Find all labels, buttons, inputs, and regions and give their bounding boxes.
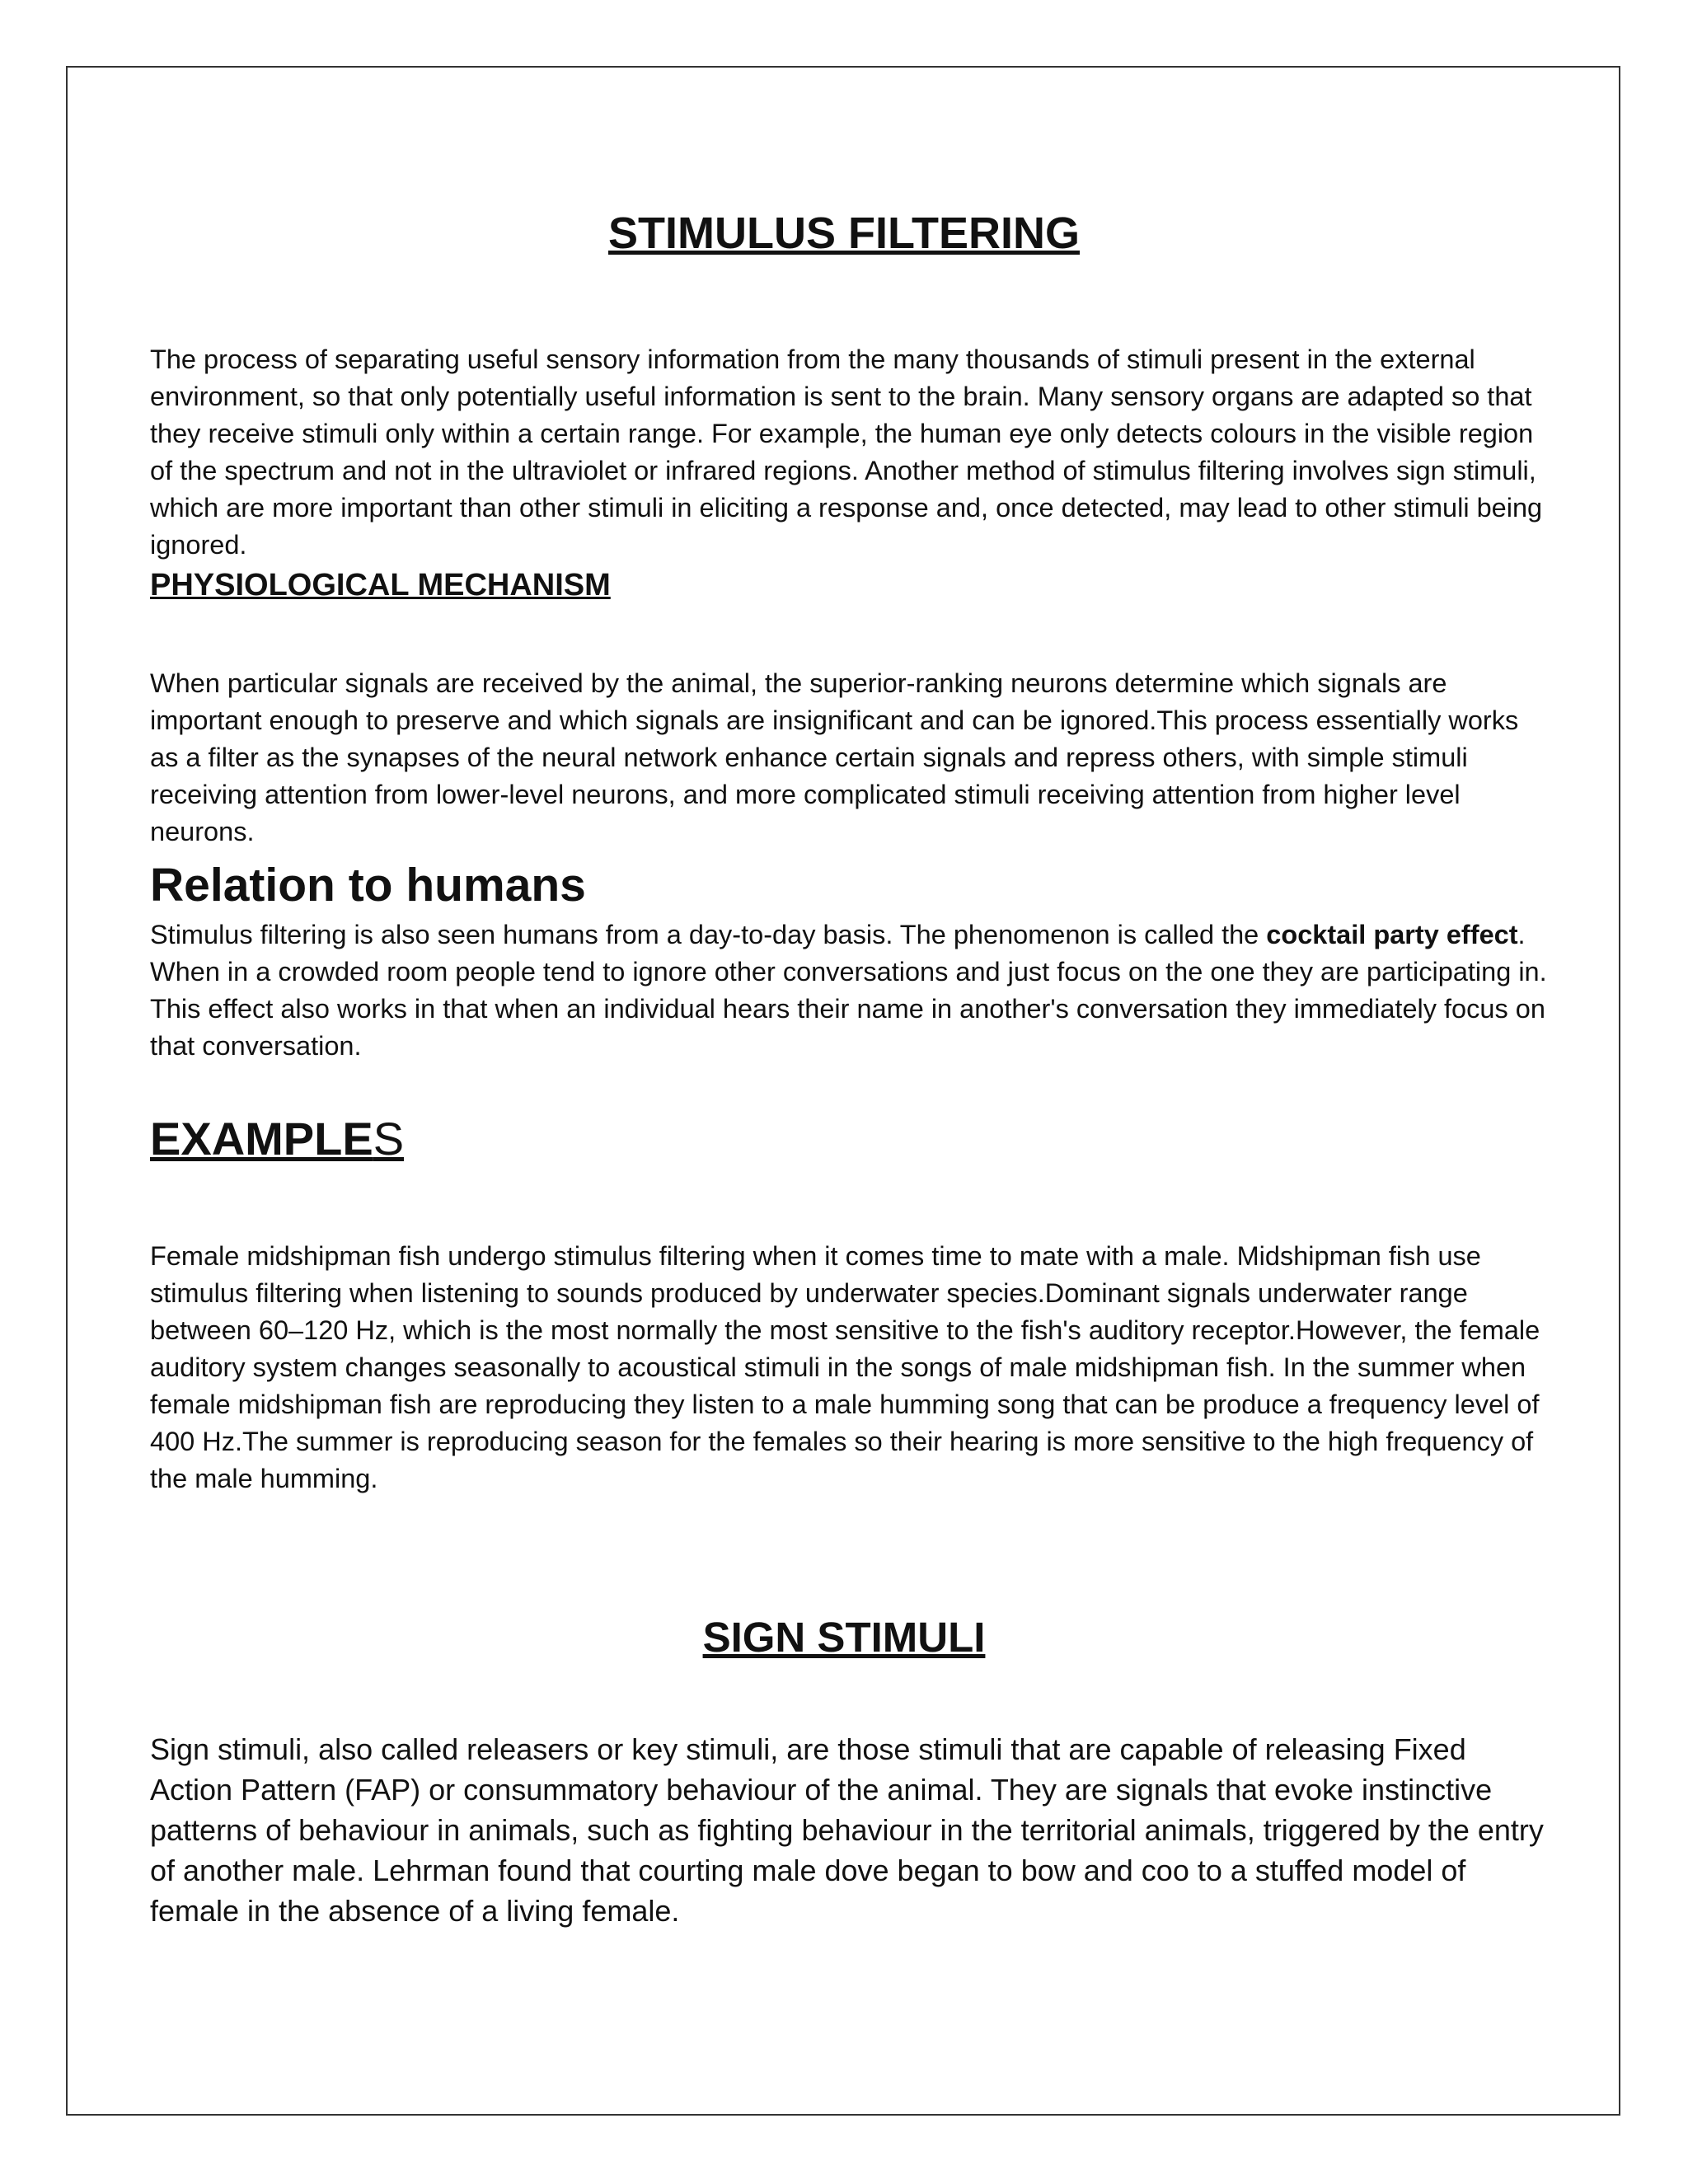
intro-paragraph: The process of separating useful sensory information from the many thousands of stimuli present in the external environment, so that only potentially useful information is sent to the brain. Many sensory organs are adapted so that they receive stimuli only within a certain range. For example, the human eye only detects colours in the visible region of the spectrum and not in the ultraviolet or infrared regions. Another method of stimulus filtering involves sign stimuli, which are more important than other stimuli in eliciting a response and, once detected, may lead to other stimuli being ignored. [150,344,1543,560]
physiological-mechanism-heading: PHYSIOLOGICAL MECHANISM [150,568,611,602]
examples-heading [150,1108,404,1170]
examples-heading-tail: S [373,1113,405,1165]
sign-stimuli-heading: SIGN STIMULI [702,1614,986,1661]
sign-stimuli-paragraph: Sign stimuli, also called releasers or key stimuli, are those stimuli that are capable of releasing Fixed Action Pattern (FAP) or consummatory behaviour of the animal. They are signals that evoke instinctive patterns of behaviour in animals, such as fighting behaviour in the territorial animals, triggered by the entry of another male. Lehrman found that courting male dove began to bow and coo to a stuffed model of female in the absence of a living female. [150,1732,1544,1928]
examples-heading-main: EXAMPLE [150,1113,373,1165]
examples-paragraph: Female midshipman fish undergo stimulus filtering when it comes time to mate with a male. Midshipman fish use stimulus filtering when listening to sounds produced by underwater species.Dominant signals underwater range between 60–120 Hz, which is the most normally the most sensitive to the fish's auditory receptor.However, the female auditory system changes seasonally to acoustical stimuli in the songs of male midshipman fish. In the summer when female midshipman fish are reproducing they listen to a male humming song that can be produce a frequency level of 400 Hz.The summer is reproducing season for the females so their hearing is more sensitive to the high frequency of the male humming. [150,1241,1540,1493]
cocktail-party-effect-term: cocktail party effect [1266,920,1518,949]
physiological-mechanism-paragraph: When particular signals are received by the animal, the superior-ranking neurons determine which signals are important enough to preserve and which signals are insignificant and can be ignored.This process essentially works as a filter as the synapses of the neural network enhance certain signals and repress others, with simple stimuli receiving attention from lower-level neurons, and more complicated stimuli receiving attention from higher level neurons. [150,668,1519,846]
humans-text-after: . When in a crowded room people tend to ignore other conversations and just focus on the one they are participating in. This effect also works in that when an individual hears their name in another's conversation they immediately focus on that conversation. [150,920,1547,1061]
document-title: STIMULUS FILTERING [608,209,1080,258]
relation-to-humans-heading: Relation to humans [150,859,586,912]
humans-text-before: Stimulus filtering is also seen humans from a day-to-day basis. The phenomenon is called the [150,920,1267,949]
relation-to-humans-paragraph [150,916,1551,1065]
